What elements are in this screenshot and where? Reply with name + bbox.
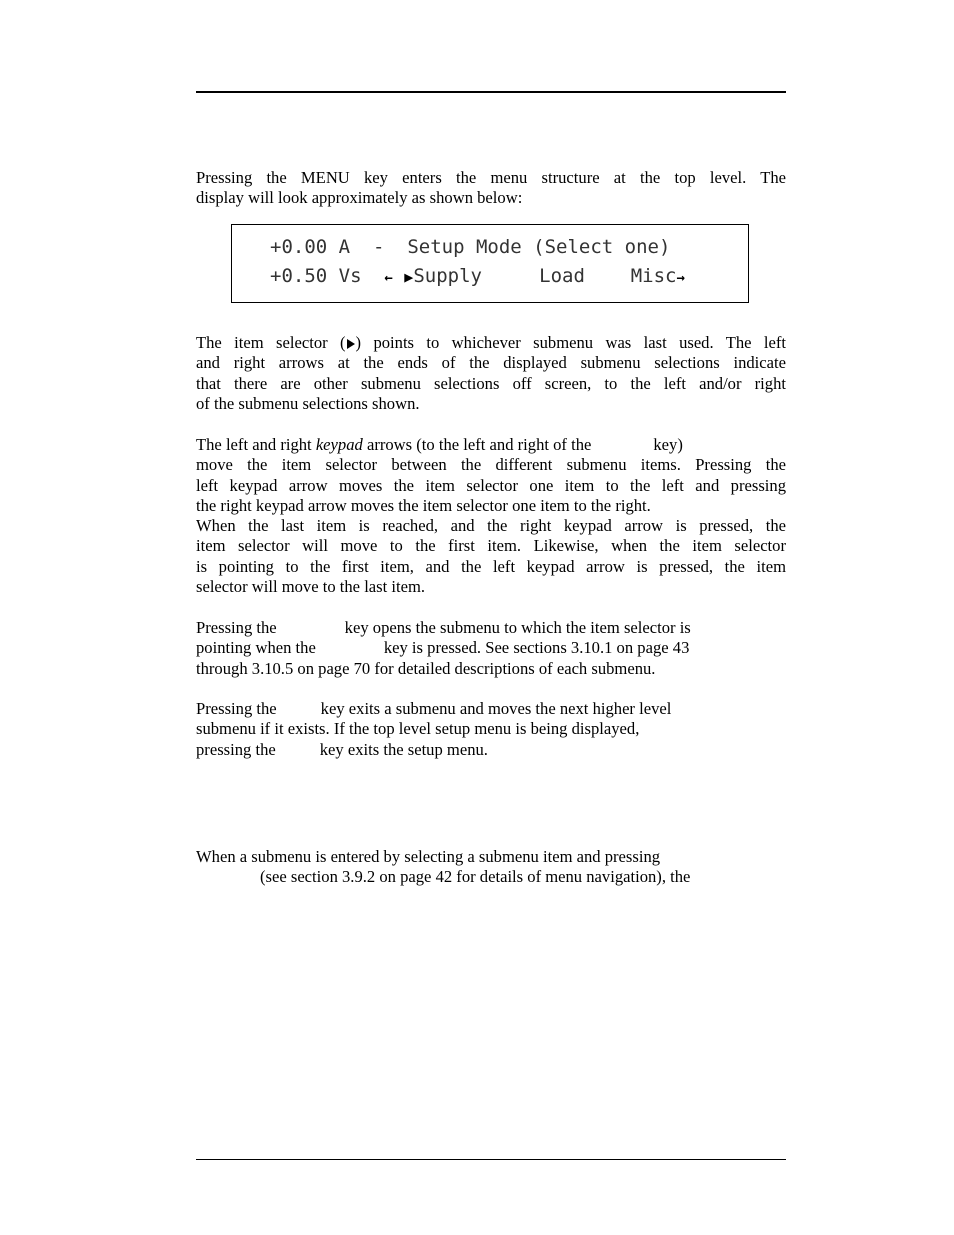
separator-dash: - — [372, 236, 385, 258]
text-line: display will look approximately as shown below: — [196, 188, 523, 208]
paragraph-submenu-entered — [196, 847, 786, 888]
header-rule — [196, 91, 786, 93]
voltage-readout: +0.50 Vs — [270, 265, 362, 287]
text-line: (see section 3.9.2 on page 42 for details of menu navigation), the — [260, 867, 691, 887]
text-line: that there are other submenu selections off screen, to the left and/or right — [196, 373, 786, 393]
left-arrow-icon: ← — [384, 270, 393, 286]
text-line: submenu if it exists. If the top level setup menu is being displayed, — [196, 719, 640, 739]
paragraph-keypad-arrows — [196, 435, 786, 597]
item-selector-icon — [347, 339, 355, 349]
text-line: through 3.10.5 on page 70 for detailed descriptions of each submenu. — [196, 658, 656, 678]
paragraph-item-selector — [196, 333, 786, 414]
paragraph-intro — [196, 168, 786, 209]
menu-item-load: Load — [539, 265, 585, 287]
text-line: Pressing the key opens the submenu to which the item selector is — [196, 618, 691, 637]
text-line: When the last item is reached, and the right keypad arrow is pressed, the — [196, 516, 786, 536]
footer-rule — [196, 1159, 786, 1160]
text-line: Pressing the MENU key enters the menu structure at the top level. The — [196, 168, 786, 187]
menu-item-supply: Supply — [413, 265, 482, 287]
paragraph-open-submenu — [196, 618, 786, 679]
text-line: When a submenu is entered by selecting a submenu item and pressing — [196, 847, 661, 866]
text-line: pointing when the key is pressed. See sections 3.10.1 on page 43 — [196, 638, 690, 658]
text-line: of the submenu selections shown. — [196, 393, 420, 413]
text-line: The left and right keypad arrows (to the left and right of the key) — [196, 435, 683, 454]
text-line: and right arrows at the ends of the displayed submenu selections indicate — [196, 353, 786, 373]
lcd-row-2 — [270, 265, 685, 287]
current-readout: +0.00 A — [270, 236, 351, 258]
text-line: pressing the key exits the setup menu. — [196, 739, 488, 759]
setup-mode-title: Setup Mode (Select one) — [407, 236, 671, 258]
text-line: item selector will move to the first item. Likewise, when the item selector — [196, 536, 786, 556]
lcd-display-figure — [231, 224, 749, 303]
text-line: is pointing to the first item, and the left keypad arrow is pressed, the item — [196, 556, 786, 576]
text-line: move the item selector between the different submenu items. Pressing the — [196, 455, 786, 475]
menu-item-misc: Misc — [630, 265, 677, 287]
right-arrow-icon: → — [676, 270, 685, 286]
text-line: The item selector ( ) points to whichever submenu was last used. The left — [196, 333, 786, 352]
paragraph-exit-submenu — [196, 699, 786, 760]
text-line: left keypad arrow moves the item selector one item to the left and pressing — [196, 475, 786, 495]
lcd-row-1 — [270, 236, 670, 258]
text-line: Pressing the key exits a submenu and moves the next higher level — [196, 699, 672, 718]
item-selector-icon: ▶ — [404, 268, 414, 286]
text-line: selector will move to the last item. — [196, 577, 426, 597]
text-line: the right keypad arrow moves the item selector one item to the right. — [196, 495, 651, 515]
